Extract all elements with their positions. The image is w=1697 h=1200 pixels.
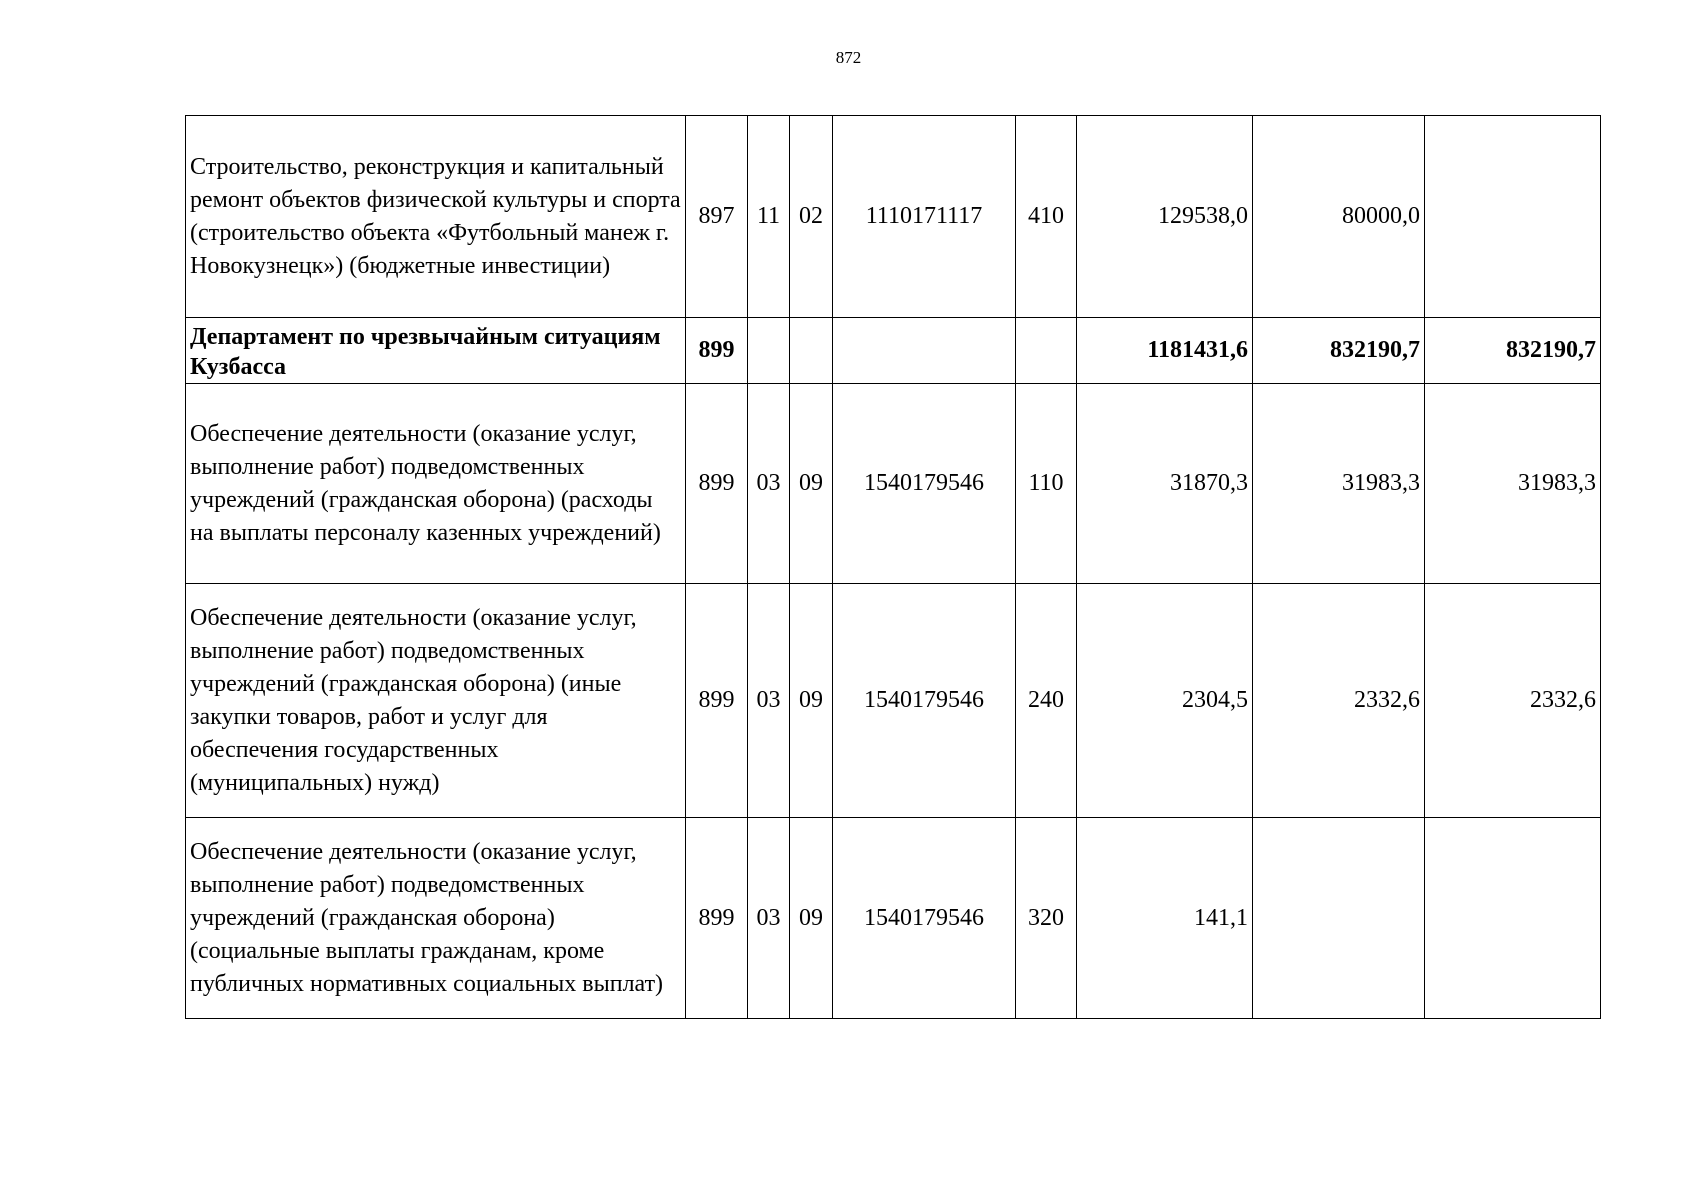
ministry-code: 899 bbox=[686, 818, 748, 1019]
subsection-code: 09 bbox=[790, 384, 833, 584]
row-description: Обеспечение деятельности (оказание услуг, выполнение работ) подведомственных учреждений (гражданская оборона) (расходы на выплаты персоналу казенных учреждений) bbox=[186, 384, 686, 584]
target-article-code: 1540179546 bbox=[833, 384, 1016, 584]
row-description: Обеспечение деятельности (оказание услуг, выполнение работ) подведомственных учреждений (гражданская оборона) (иные закупки товаров, работ и услуг для обеспечения государственных (муниципальных) нужд) bbox=[186, 584, 686, 818]
amount-year-1: 1181431,6 bbox=[1077, 318, 1253, 384]
ministry-code: 897 bbox=[686, 116, 748, 318]
section-code: 11 bbox=[748, 116, 790, 318]
expense-type-code bbox=[1016, 318, 1077, 384]
target-article-code: 1540179546 bbox=[833, 818, 1016, 1019]
expense-type-code: 240 bbox=[1016, 584, 1077, 818]
amount-year-3 bbox=[1425, 818, 1601, 1019]
row-description: Обеспечение деятельности (оказание услуг, выполнение работ) подведомственных учреждений (гражданская оборона) (социальные выплаты гражданам, кроме публичных нормативных социальных выплат) bbox=[186, 818, 686, 1019]
amount-year-3: 832190,7 bbox=[1425, 318, 1601, 384]
subsection-code: 09 bbox=[790, 584, 833, 818]
amount-year-2: 2332,6 bbox=[1253, 584, 1425, 818]
budget-table bbox=[185, 115, 1601, 1019]
amount-year-3 bbox=[1425, 116, 1601, 318]
amount-year-2: 832190,7 bbox=[1253, 318, 1425, 384]
row-description: Департамент по чрезвычайным ситуациям Кузбасса bbox=[186, 318, 686, 384]
target-article-code: 1110171117 bbox=[833, 116, 1016, 318]
section-code: 03 bbox=[748, 584, 790, 818]
amount-year-2: 31983,3 bbox=[1253, 384, 1425, 584]
amount-year-3: 2332,6 bbox=[1425, 584, 1601, 818]
page-number: 872 bbox=[835, 48, 862, 67]
amount-year-1: 129538,0 bbox=[1077, 116, 1253, 318]
table-row bbox=[186, 384, 1601, 584]
amount-year-2: 80000,0 bbox=[1253, 116, 1425, 318]
amount-year-1: 31870,3 bbox=[1077, 384, 1253, 584]
ministry-code: 899 bbox=[686, 584, 748, 818]
amount-year-1: 141,1 bbox=[1077, 818, 1253, 1019]
subsection-code: 09 bbox=[790, 818, 833, 1019]
ministry-code: 899 bbox=[686, 318, 748, 384]
section-code: 03 bbox=[748, 818, 790, 1019]
table-row bbox=[186, 818, 1601, 1019]
table-row bbox=[186, 584, 1601, 818]
expense-type-code: 410 bbox=[1016, 116, 1077, 318]
amount-year-1: 2304,5 bbox=[1077, 584, 1253, 818]
expense-type-code: 110 bbox=[1016, 384, 1077, 584]
table-row bbox=[186, 116, 1601, 318]
section-code: 03 bbox=[748, 384, 790, 584]
subsection-code: 02 bbox=[790, 116, 833, 318]
row-description: Строительство, реконструкция и капитальный ремонт объектов физической культуры и спорта (строительство объекта «Футбольный манеж г. Новокузнецк») (бюджетные инвестиции) bbox=[186, 116, 686, 318]
table-row-department bbox=[186, 318, 1601, 384]
expense-type-code: 320 bbox=[1016, 818, 1077, 1019]
section-code bbox=[748, 318, 790, 384]
subsection-code bbox=[790, 318, 833, 384]
amount-year-3: 31983,3 bbox=[1425, 384, 1601, 584]
ministry-code: 899 bbox=[686, 384, 748, 584]
amount-year-2 bbox=[1253, 818, 1425, 1019]
target-article-code: 1540179546 bbox=[833, 584, 1016, 818]
target-article-code bbox=[833, 318, 1016, 384]
